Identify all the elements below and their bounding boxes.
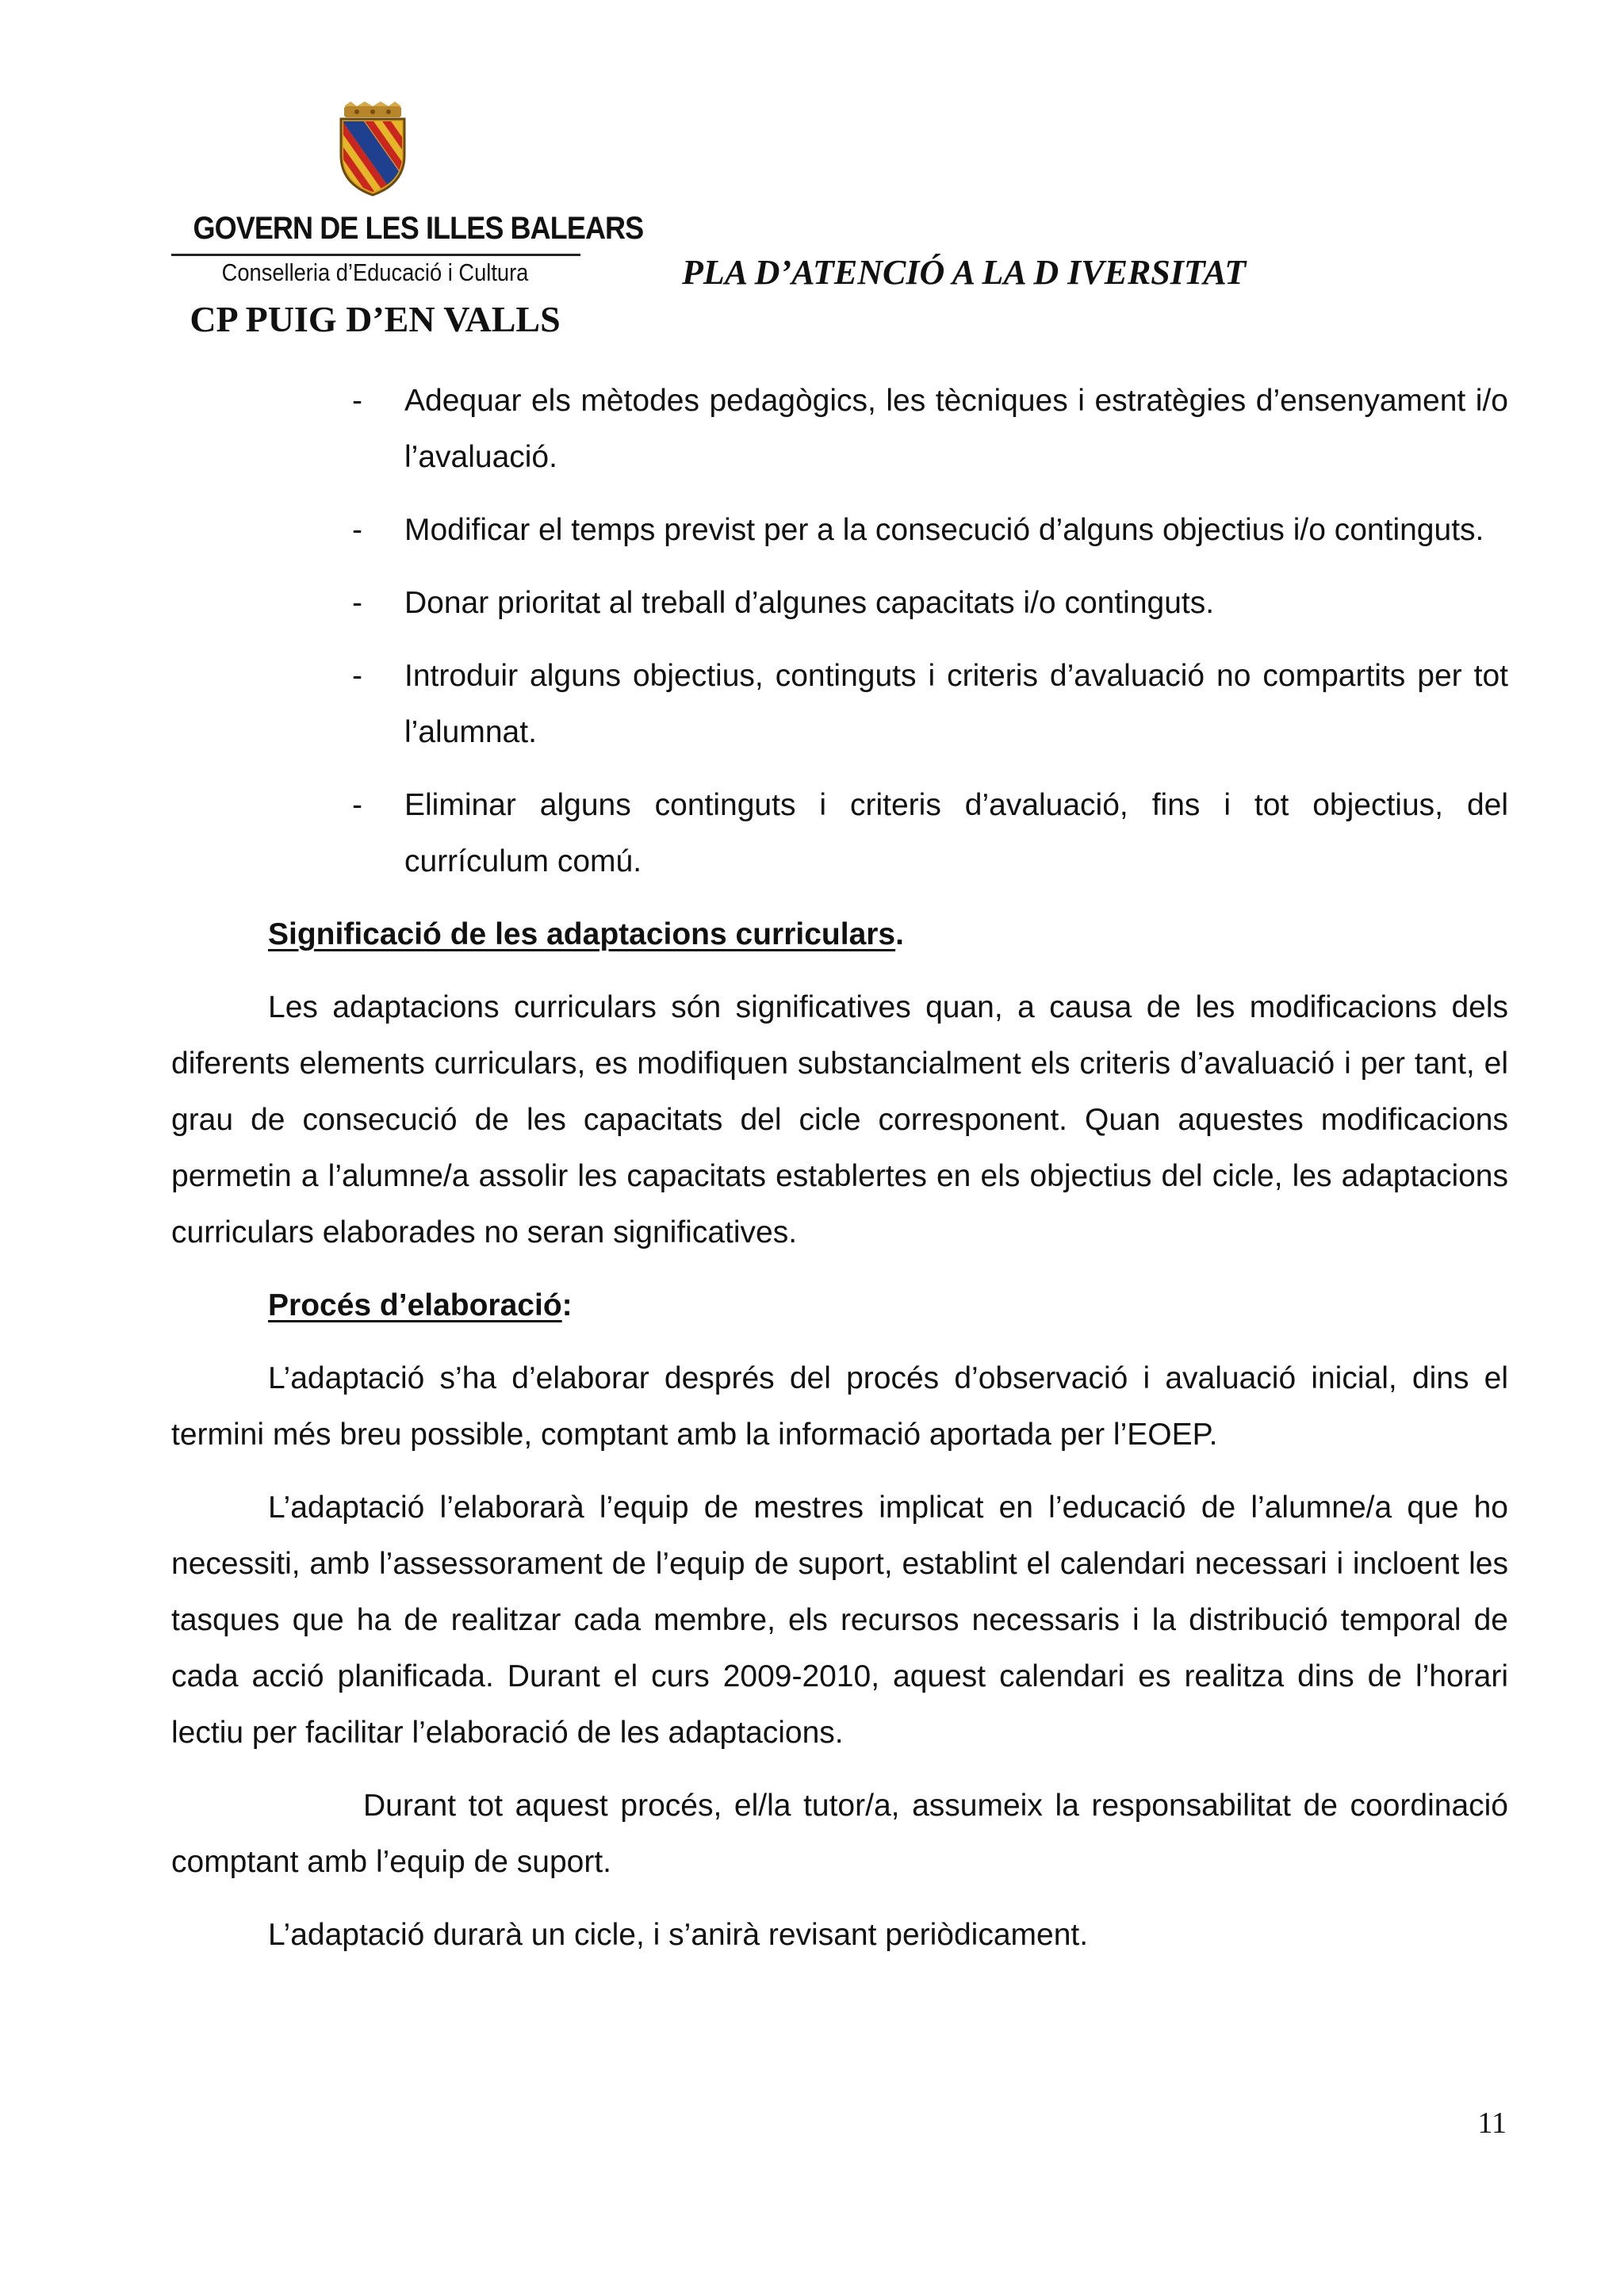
bullet-dash: - xyxy=(352,586,362,620)
list-item xyxy=(171,648,1508,760)
header-divider xyxy=(171,254,580,256)
section-heading-significacio xyxy=(171,906,1508,962)
crown-icon xyxy=(344,101,401,117)
paragraph: Durant tot aquest procés, el/la tutor/a, assumeix la responsabilitat de coordinació comptant amb l’equip de suport. xyxy=(171,1789,1508,1879)
list-item-text: Donar prioritat al treball d’algunes capacitats i/o continguts. xyxy=(404,586,1215,620)
paragraph: Les adaptacions curriculars són significatives quan, a causa de les modificacions dels diferents elements curriculars, es modifiquen substancialment els criteris d’avaluació i per tant, el grau de consecució de les capacitats del cicle corresponent. Quan aquestes modificacions permetin a l’alumne/a assolir les capacitats establertes en els objectius del cicle, les adaptacions curriculars elaborades no seran significatives. xyxy=(171,990,1508,1249)
bullet-dash: - xyxy=(352,659,362,693)
list-item-text: Introduir alguns objectius, continguts i criteris d’avaluació no compartits per tot l’alumnat. xyxy=(404,659,1508,749)
body-content xyxy=(171,373,1508,1980)
list-item-text: Adequar els mètodes pedagògics, les tècniques i estratègies d’ensenyament i/o l’avaluació. xyxy=(404,384,1508,474)
section-heading-proces xyxy=(171,1277,1508,1334)
school-name: CP PUIG D’EN VALLS xyxy=(190,299,561,339)
balearic-coat-of-arms-icon xyxy=(333,101,412,198)
department-name: Conselleria d’Educació i Cultura xyxy=(221,258,529,286)
section-heading-text: Significació de les adaptacions curriculars xyxy=(268,917,896,951)
heading-punctuation: . xyxy=(895,917,904,951)
heading-punctuation: : xyxy=(561,1288,573,1322)
paragraph: L’adaptació s’ha d’elaborar després del procés d’observació i avaluació inicial, dins el termini més breu possible, comptant amb la informació aportada per l’EOEP. xyxy=(171,1361,1508,1452)
paragraph: L’adaptació durarà un cicle, i s’anirà revisant periòdicament. xyxy=(268,1918,1089,1952)
bullet-dash: - xyxy=(352,384,362,418)
bullet-dash: - xyxy=(352,513,362,547)
section-heading-text: Procés d’elaboració xyxy=(268,1288,562,1322)
page-number: 11 xyxy=(1477,2107,1507,2140)
list-item-text: Modificar el temps previst per a la consecució d’alguns objectius i/o continguts. xyxy=(404,513,1484,547)
government-name: GOVERN DE LES ILLES BALEARS xyxy=(193,211,644,246)
list-item-text: Eliminar alguns continguts i criteris d’avaluació, fins i tot objectius, del currículum comú. xyxy=(404,788,1508,878)
list-item xyxy=(171,373,1508,485)
bullet-dash: - xyxy=(352,788,362,822)
list-item xyxy=(171,502,1508,558)
list-item xyxy=(171,777,1508,890)
list-item xyxy=(171,575,1508,631)
bullet-list xyxy=(171,373,1508,890)
paragraph: L’adaptació l’elaborarà l’equip de mestres implicat en l’educació de l’alumne/a que ho necessiti, amb l’assessorament de l’equip de suport, establint el calendari necessari i incloent les tasques que ha de realitzar cada membre, els recursos necessaris i la distribució temporal de cada acció planificada. Durant el curs 2009-2010, aquest calendari es realitza dins de l’horari lectiu per facilitar l’elaboració de les adaptacions. xyxy=(171,1490,1508,1750)
document-title: PLA D’ATENCIÓ A LA D IVERSITAT xyxy=(682,253,1247,292)
